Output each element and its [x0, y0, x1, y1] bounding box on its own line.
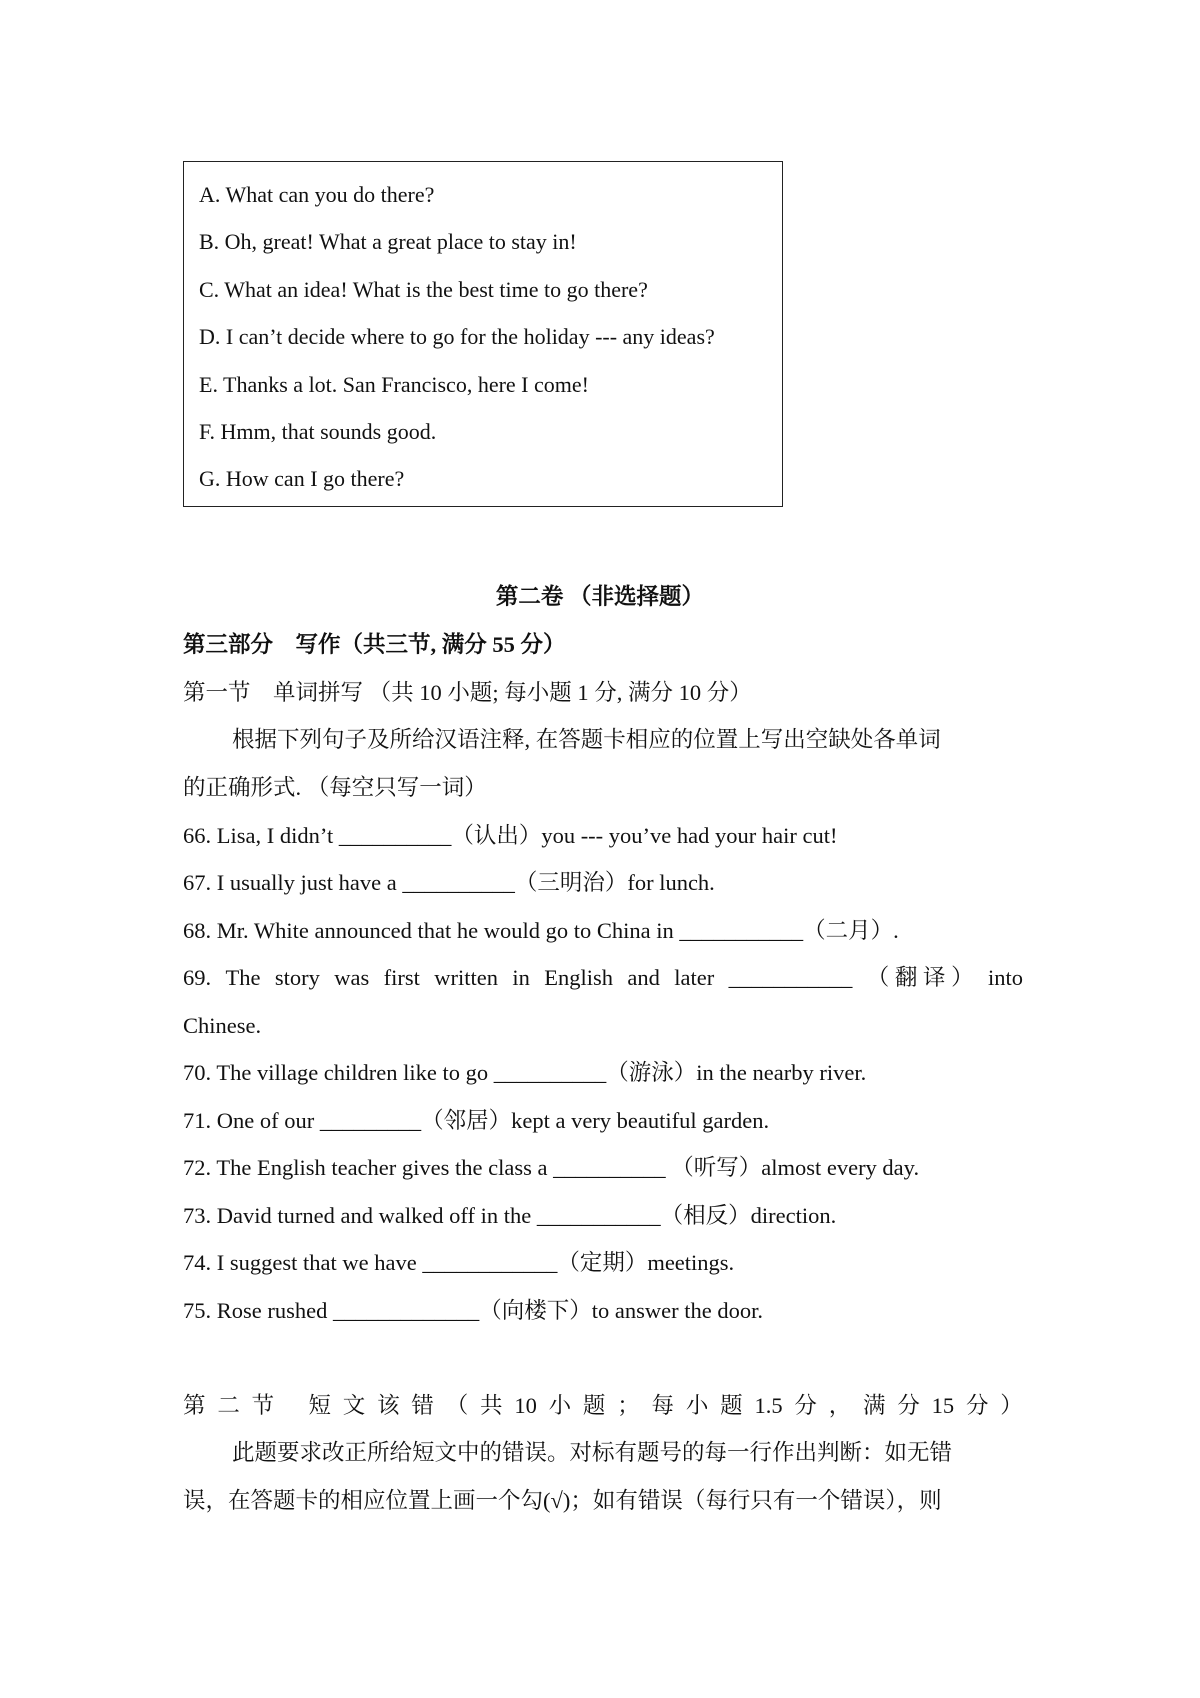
option-f: F. Hmm, that sounds good. — [199, 419, 437, 444]
section2-title-part: 二 — [217, 1393, 240, 1418]
part-title: 第三部分 写作（共三节, 满分 55 分） — [183, 632, 566, 657]
item-70: 70. The village children like to go __________（游泳）in the nearby river. — [183, 1060, 867, 1085]
dialogue-options-box — [183, 161, 783, 507]
item-69-word: in — [512, 965, 530, 990]
section2-title-part: 分 — [794, 1393, 817, 1418]
option-e: E. Thanks a lot. San Francisco, here I come! — [199, 372, 589, 397]
item-73: 73. David turned and walked off in the ___________（相反）direction. — [183, 1203, 837, 1228]
section2-title-part: ， — [828, 1393, 852, 1418]
section2-title-part: 节 — [251, 1393, 275, 1418]
item-66: 66. Lisa, I didn’t __________（认出）you --- you’ve had your hair cut! — [183, 823, 838, 848]
item-69-word: was — [334, 965, 370, 990]
section2-title — [183, 1391, 1023, 1421]
item-75: 75. Rose rushed _____________（向楼下）to answer the door. — [183, 1298, 763, 1323]
section2-instructions-line1: 此题要求改正所给短文中的错误。对标有题号的每一行作出判断：如无错 — [232, 1440, 953, 1465]
section2-title-part: 短 — [285, 1393, 331, 1418]
item-69-word: into — [987, 965, 1023, 990]
section2-title-part: 该 — [377, 1393, 400, 1418]
item-68: 68. Mr. White announced that he would go to China in ___________（二月）. — [183, 918, 899, 943]
option-d: D. I can’t decide where to go for the holiday --- any ideas? — [199, 324, 715, 349]
section2-title-part: 题 — [582, 1393, 606, 1418]
option-g: G. How can I go there? — [199, 466, 405, 491]
item-69-word: ___________ — [728, 965, 853, 990]
option-c: C. What an idea! What is the best time to go there? — [199, 277, 648, 302]
section2-title-part: （ — [445, 1393, 469, 1418]
item-72: 72. The English teacher gives the class a __________ （听写）almost every day. — [183, 1155, 920, 1180]
section2-instructions-line2: 误，在答题卡的相应位置上画一个勾(√)；如有错误（每行只有一个错误），则 — [183, 1488, 942, 1513]
section2-title-part: 1.5 — [754, 1393, 783, 1418]
volume-title: 第二卷 （非选择题） — [495, 584, 705, 609]
section2-title-part: 满 — [863, 1393, 886, 1418]
section2-title-part: 每 — [651, 1393, 675, 1418]
section2-title-part: 错 — [411, 1393, 434, 1418]
section2-title-part: 第 — [183, 1393, 206, 1418]
option-b: B. Oh, great! What a great place to stay in! — [199, 229, 577, 254]
section2-title-part: 题 — [720, 1393, 743, 1418]
item-69-word: 69. — [183, 965, 212, 990]
section2-title-part: 分 — [965, 1393, 989, 1418]
section2-title-part: 分 — [897, 1393, 920, 1418]
section2-title-part: 共 — [480, 1393, 503, 1418]
item-69-word: and — [627, 965, 660, 990]
item-74: 74. I suggest that we have ____________（定期）meetings. — [183, 1250, 735, 1275]
section1-instructions-line2: 的正确形式. （每空只写一词） — [183, 775, 487, 800]
item-69-word: first — [383, 965, 420, 990]
item-69-word: written — [434, 965, 498, 990]
item-69-word: （ 翻 译 ） — [866, 965, 974, 990]
section2-title-part: 小 — [548, 1393, 572, 1418]
section2-title-part: ） — [1000, 1393, 1023, 1418]
item-69-continuation: Chinese. — [183, 1013, 262, 1038]
item-71: 71. One of our _________（邻居）kept a very beautiful garden. — [183, 1108, 770, 1133]
option-a: A. What can you do there? — [199, 182, 435, 207]
item-69-word: The — [225, 965, 261, 990]
section1-title: 第一节 单词拼写 （共 10 小题; 每小题 1 分, 满分 10 分） — [183, 680, 752, 705]
item-69 — [183, 963, 1023, 993]
item-69-word: story — [274, 965, 320, 990]
section2-title-part: 小 — [685, 1393, 709, 1418]
section2-title-part: ； — [617, 1393, 640, 1418]
section2-title-part: 文 — [342, 1393, 366, 1418]
item-67: 67. I usually just have a __________（三明治）for lunch. — [183, 870, 715, 895]
item-69-word: English — [544, 965, 613, 990]
section1-instructions-line1: 根据下列句子及所给汉语注释, 在答题卡相应的位置上写出空缺处各单词 — [232, 727, 941, 752]
item-69-word: later — [674, 965, 715, 990]
section2-title-part: 10 — [514, 1393, 537, 1418]
section2-title-part: 15 — [931, 1393, 955, 1418]
